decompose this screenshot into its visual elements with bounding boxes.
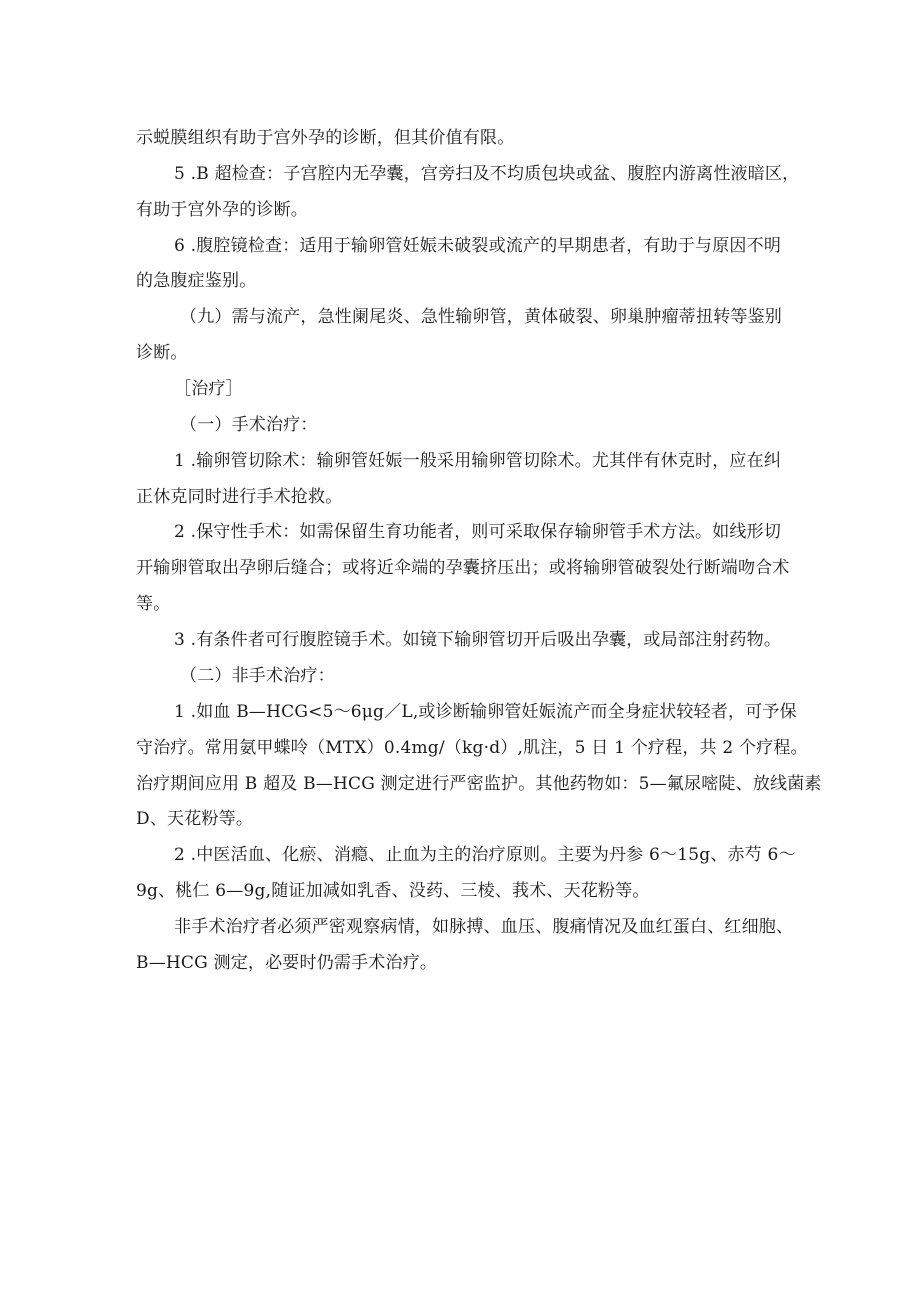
text-line: 诊断。	[136, 343, 188, 363]
text-line: 1 .输卵管切除术：输卵管妊娠一般采用输卵管切除术。尤其伴有休克时，应在纠	[174, 451, 782, 471]
subsection-heading: （一）手术治疗：	[180, 415, 318, 435]
section-heading: ［治疗］	[174, 379, 243, 399]
text-line: 5 .B 超检查：子宫腔内无孕囊，宫旁扫及不均质包块或盆、腹腔内游离性液暗区，	[174, 164, 800, 184]
text-line: 9g、桃仁 6—9g,随证加减如乳香、没药、三棱、莪术、天花粉等。	[136, 881, 650, 901]
subsection-heading: （二）非手术治疗：	[180, 666, 335, 686]
text-line: 示蜕膜组织有助于宫外孕的诊断，但其价值有限。	[136, 128, 515, 148]
text-line: B—HCG 测定，必要时仍需手术治疗。	[136, 953, 438, 973]
text-line: 3 .有条件者可行腹腔镜手术。如镜下输卵管切开后吸出孕囊，或局部注射药物。	[174, 630, 782, 650]
text-line: 6 .腹腔镜检查：适用于输卵管妊娠未破裂或流产的早期患者，有助于与原因不明	[174, 236, 782, 256]
text-line: 的急腹症鉴别。	[136, 271, 257, 291]
text-line: （九）需与流产，急性阑尾炎、急性输卵管，黄体破裂、卵巢肿瘤蒂扭转等鉴别	[180, 307, 782, 327]
text-line: 2 .保守性手术：如需保留生育功能者，则可采取保存输卵管手术方法。如线形切	[174, 522, 782, 542]
text-line: 守治疗。常用氨甲蝶呤（MTX）0.4mg/（kg·d）,肌注，5 日 1 个疗程，共 2 个疗程。	[136, 738, 808, 758]
text-line: 2 .中医活血、化瘀、消瘾、止血为主的治疗原则。主要为丹参 6～15g、赤芍 6～	[174, 845, 796, 865]
text-line: 正休克同时进行手术抢救。	[136, 487, 343, 507]
text-line: 1 .如血 B—HCG<5～6μg／L,或诊断输卵管妊娠流产而全身症状较轻者，可予保	[174, 702, 797, 722]
text-line: 治疗期间应用 B 超及 B—HCG 测定进行严密监护。其他药物如：5—氟尿嘧陡、放线菌素	[136, 774, 822, 794]
text-line: 等。	[136, 594, 171, 614]
text-line: 有助于宫外孕的诊断。	[136, 200, 308, 220]
text-line: D、天花粉等。	[136, 809, 254, 829]
text-line: 开输卵管取出孕卵后缝合；或将近伞端的孕囊挤压出；或将输卵管破裂处行断端吻合术	[136, 558, 790, 578]
text-line: 非手术治疗者必须严密观察病情，如脉搏、血压、腹痛情况及血红蛋白、红细胞、	[174, 917, 794, 937]
